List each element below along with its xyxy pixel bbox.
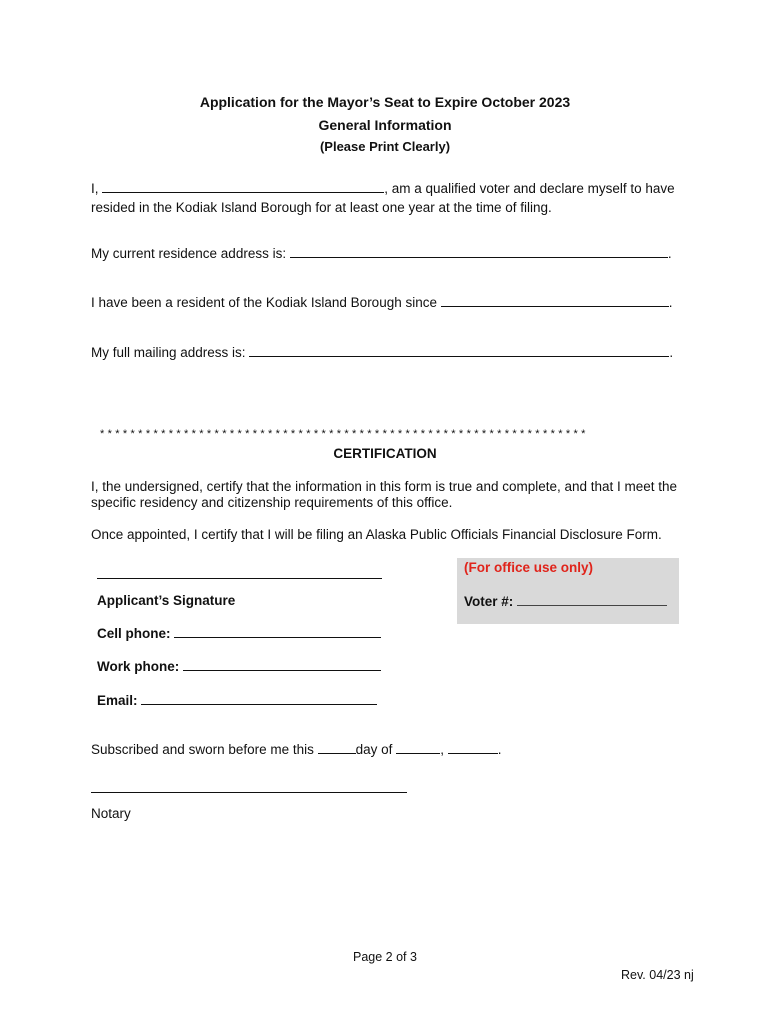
- sworn-day-field[interactable]: [318, 741, 356, 754]
- mailing-address-field[interactable]: [249, 344, 669, 357]
- residence-row: [91, 245, 672, 261]
- revision-label: Rev. 04/23 nj: [621, 968, 694, 982]
- cell-phone-row: [97, 625, 381, 641]
- voter-number-field[interactable]: [517, 593, 667, 606]
- mailing-row: [91, 344, 673, 360]
- mailing-end: .: [669, 345, 674, 360]
- resident-since-row: [91, 294, 673, 310]
- cell-phone-label: Cell phone:: [97, 626, 171, 641]
- sworn-year-field[interactable]: [448, 741, 498, 754]
- signature-label: Applicant’s Signature: [97, 593, 236, 608]
- residence-label: My current residence address is:: [91, 246, 287, 261]
- sworn-text-2: day of: [355, 742, 393, 757]
- declaration-line-2: resided in the Kodiak Island Borough for at least one year at the time of filing.: [91, 200, 552, 215]
- certification-heading: CERTIFICATION: [333, 446, 437, 461]
- sworn-text-4: .: [497, 742, 502, 757]
- notary-label: Notary: [91, 806, 131, 821]
- certification-para2: Once appointed, I certify that I will be filing an Alaska Public Officials Financial Disclosure Form.: [91, 527, 662, 542]
- voter-number-row: [464, 593, 667, 609]
- resident-since-end: .: [668, 295, 673, 310]
- print-instruction: (Please Print Clearly): [319, 139, 451, 154]
- work-phone-row: [97, 658, 381, 674]
- mailing-label: My full mailing address is:: [91, 345, 246, 360]
- declaration-suffix: , am a qualified voter and declare myself to have: [384, 181, 675, 196]
- signature-line[interactable]: [97, 578, 382, 579]
- page-number: Page 2 of 3: [353, 950, 417, 964]
- voter-number-label: Voter #:: [464, 594, 514, 609]
- residence-address-field[interactable]: [290, 245, 668, 258]
- resident-since-field[interactable]: [441, 294, 669, 307]
- name-field[interactable]: [102, 180, 384, 193]
- form-title: Application for the Mayor’s Seat to Expire October 2023: [199, 94, 571, 110]
- residence-end: .: [667, 246, 672, 261]
- office-use-title: (For office use only): [464, 560, 594, 575]
- resident-since-label: I have been a resident of the Kodiak Island Borough since: [91, 295, 437, 310]
- sworn-text-3: ,: [440, 742, 444, 757]
- email-row: [97, 692, 377, 708]
- declaration-prefix: I,: [91, 181, 99, 196]
- separator-stars: * * * * * * * * * * * * * * * * * * * * * * * * * * * * * * * * * * * * * * * * * * * * * * * * * * * * * * * * * * * * * * * *: [100, 428, 586, 440]
- declaration-line-1: [91, 180, 675, 196]
- sworn-month-field[interactable]: [396, 741, 440, 754]
- email-label: Email:: [97, 693, 138, 708]
- work-phone-field[interactable]: [183, 658, 381, 671]
- cell-phone-field[interactable]: [174, 625, 381, 638]
- certification-para1-line2: specific residency and citizenship requirements of this office.: [91, 495, 453, 510]
- notary-signature-line[interactable]: [91, 792, 407, 793]
- sworn-row: [91, 741, 501, 757]
- certification-para1-line1: I, the undersigned, certify that the information in this form is true and complete, and that I meet the: [91, 479, 678, 494]
- email-field[interactable]: [141, 692, 377, 705]
- sworn-text-1: Subscribed and sworn before me this: [91, 742, 314, 757]
- office-use-box: [457, 558, 679, 624]
- work-phone-label: Work phone:: [97, 659, 180, 674]
- form-subtitle: General Information: [318, 117, 452, 133]
